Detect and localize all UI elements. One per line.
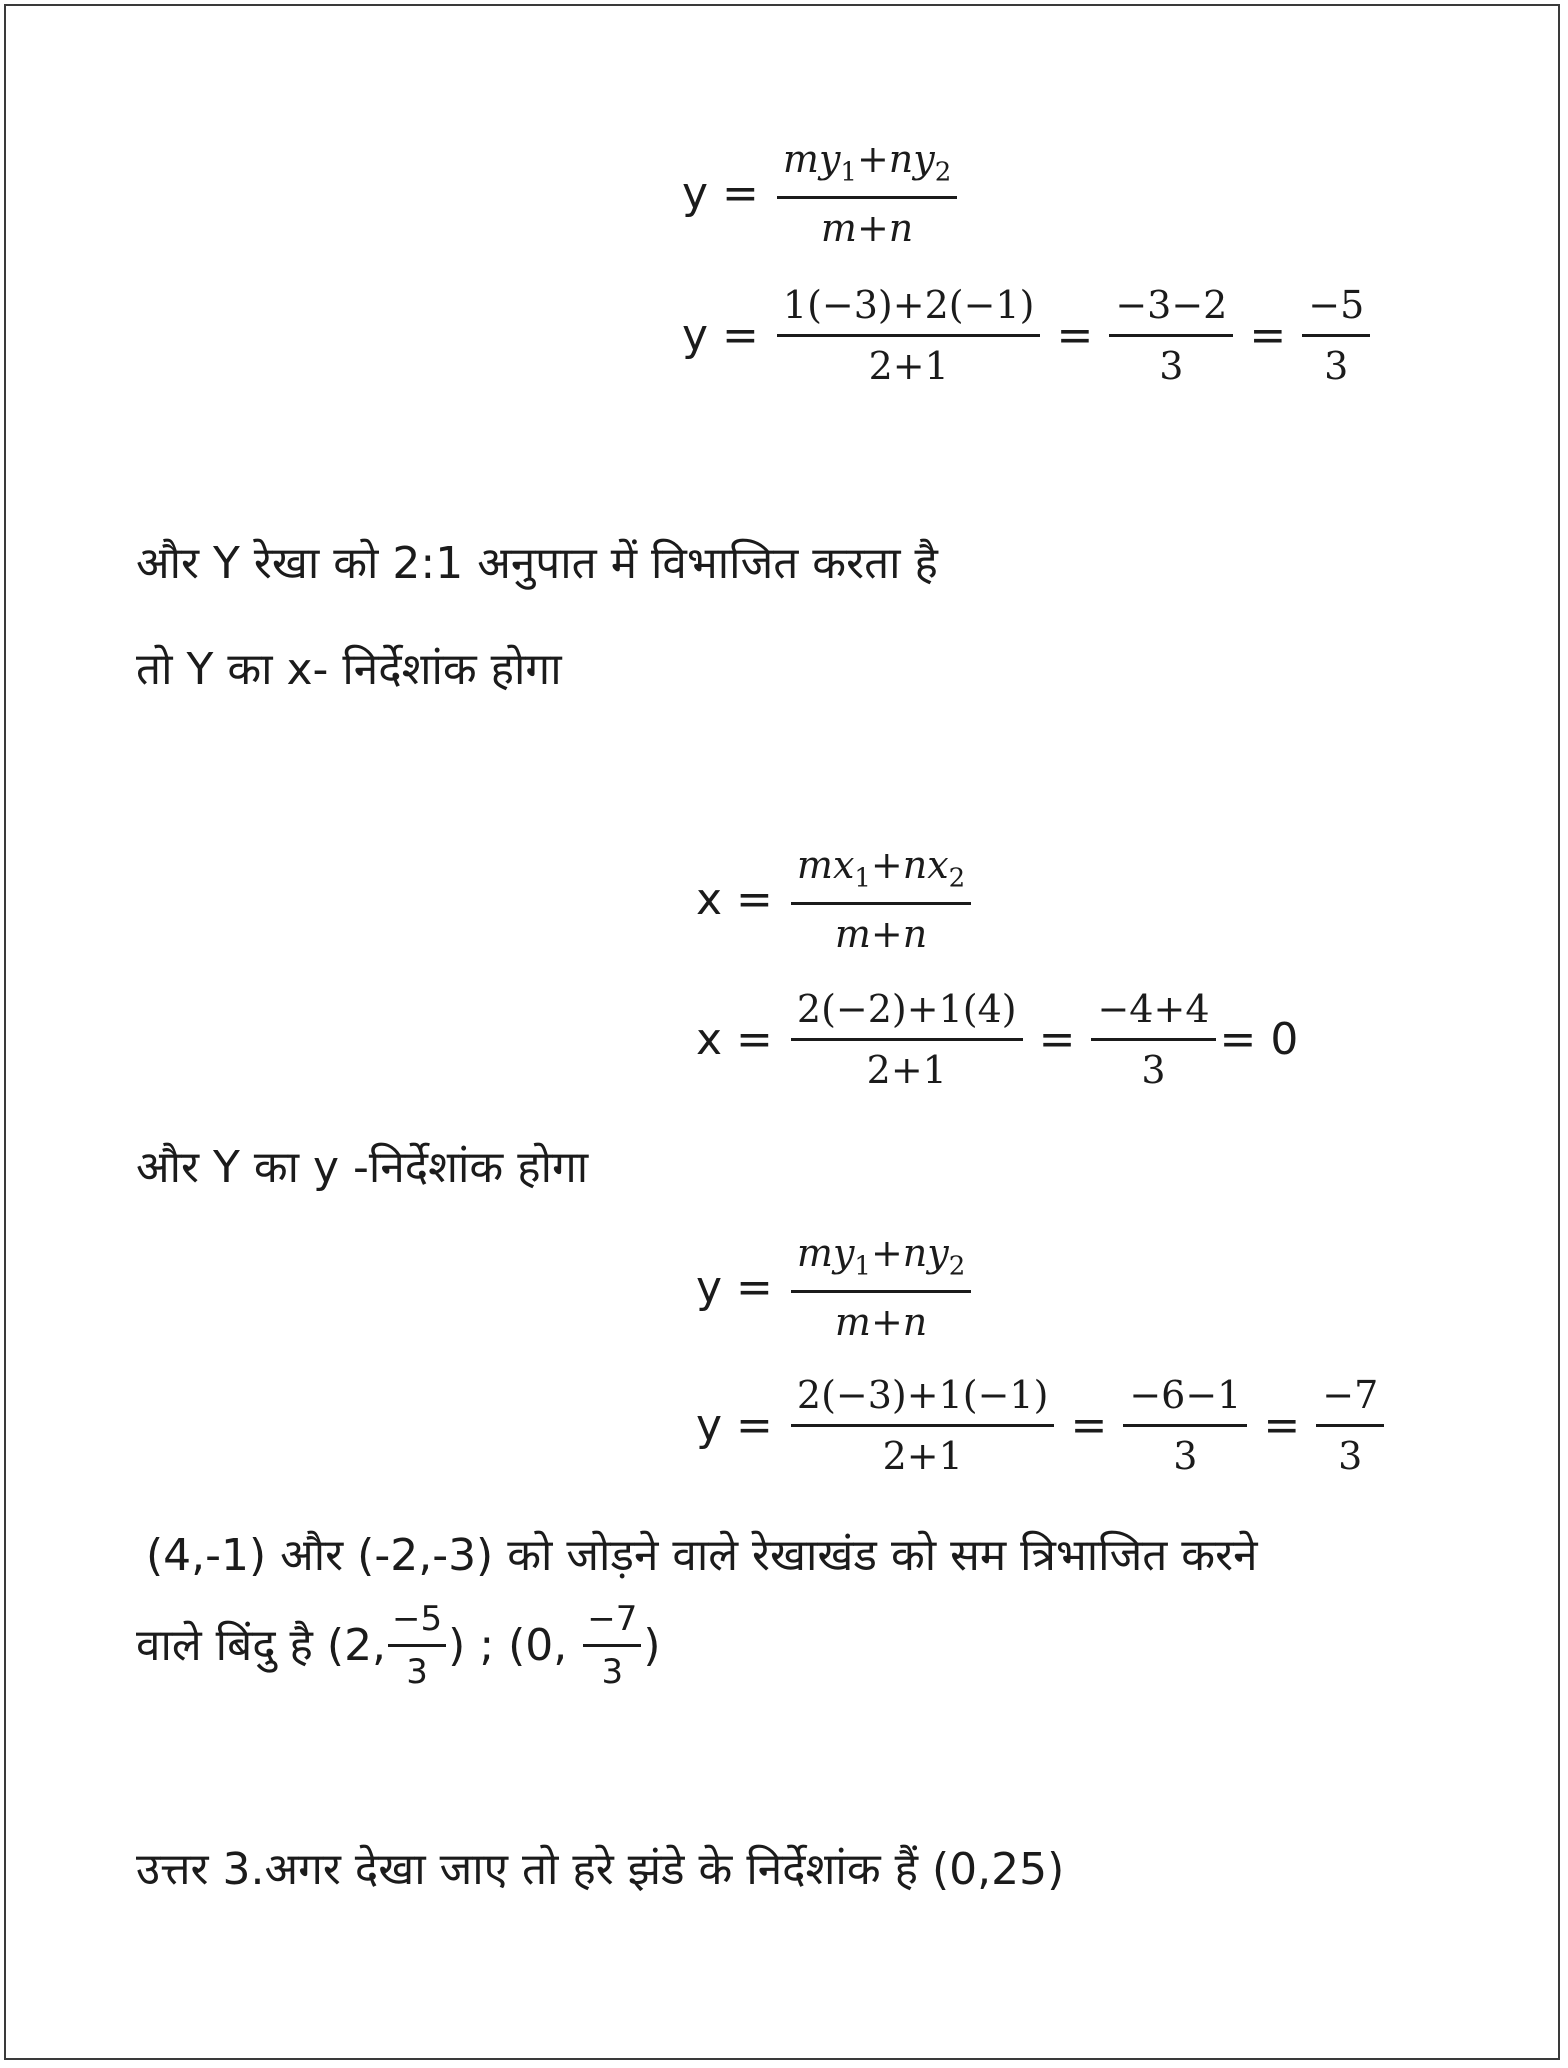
numerator: $my_1+ny_2$ [796, 1231, 966, 1282]
denominator: 3 [1091, 1038, 1215, 1089]
equation-y-substituted [682, 283, 1370, 388]
numerator: −3−2 [1115, 283, 1228, 327]
fraction [791, 843, 971, 956]
equation-x-substituted [696, 987, 1314, 1092]
fraction [1316, 1373, 1384, 1478]
fraction [1109, 283, 1233, 388]
text-line-1: और Y रेखा को 2:1 अनुपात में विभाजित करता है [136, 538, 938, 589]
numerator: $my_1+ny_2$ [782, 137, 952, 188]
fraction [1091, 987, 1215, 1092]
equation-y-formula [682, 137, 957, 250]
equals-sign: = [1056, 310, 1094, 361]
numerator: −7 [1322, 1373, 1379, 1417]
equation-lhs: y = [682, 310, 759, 361]
denominator: m+n [791, 1290, 971, 1341]
denominator: 3 [388, 1644, 446, 1689]
numerator: 2(−3)+1(−1) [796, 1373, 1049, 1417]
fraction [791, 1373, 1055, 1478]
fraction [777, 283, 1041, 388]
numerator: 2(−2)+1(4) [796, 987, 1017, 1031]
text-line-3: और Y का y -निर्देशांक होगा [136, 1142, 589, 1193]
denominator: 3 [1316, 1424, 1384, 1475]
denominator: 2+1 [791, 1424, 1055, 1475]
numerator: $mx_1+nx_2$ [796, 843, 966, 894]
denominator: 3 [1302, 334, 1370, 385]
equation-lhs: y = [682, 167, 759, 219]
equals-sign: = [1263, 1400, 1301, 1451]
fraction [791, 1231, 971, 1344]
fraction [1302, 283, 1370, 388]
line5-prefix: वाले बिंदु है (2, [136, 1619, 387, 1671]
equation-lhs: y = [696, 1400, 773, 1451]
equation-lhs: x = [696, 1014, 773, 1065]
equation-lhs: y = [696, 1261, 773, 1313]
text-line-2: तो Y का x- निर्देशांक होगा [136, 644, 562, 695]
text-line-5 [136, 1599, 661, 1692]
equals-sign: = [1070, 1400, 1108, 1451]
denominator: 3 [1109, 334, 1233, 385]
equals-sign: = [1038, 1014, 1076, 1065]
equals-zero: = 0 [1219, 1014, 1299, 1065]
denominator: 2+1 [791, 1038, 1023, 1089]
equation-y-formula-2 [696, 1231, 971, 1344]
denominator: 3 [583, 1644, 641, 1689]
numerator: −6−1 [1129, 1373, 1242, 1417]
numerator: −5 [1308, 283, 1365, 327]
fraction [791, 987, 1023, 1092]
inline-fraction [583, 1599, 641, 1692]
inline-fraction [388, 1599, 446, 1692]
equation-lhs: x = [696, 873, 773, 925]
text-line-6: उत्तर 3.अगर देखा जाए तो हरे झंडे के निर्देशांक हैं (0,25) [136, 1844, 1065, 1895]
line5-end: ) [643, 1619, 661, 1671]
document-page [4, 4, 1560, 2060]
denominator: m+n [791, 902, 971, 953]
denominator: 2+1 [777, 334, 1041, 385]
fraction [777, 137, 957, 250]
line5-mid: ) ; (0, [448, 1619, 582, 1671]
equals-sign: = [1249, 310, 1287, 361]
equation-x-formula [696, 843, 971, 956]
text-line-4: (4,-1) और (-2,-3) को जोड़ने वाले रेखाखंड को सम त्रिभाजित करने [146, 1530, 1258, 1581]
numerator: −5 [392, 1599, 443, 1639]
numerator: 1(−3)+2(−1) [782, 283, 1035, 327]
denominator: m+n [777, 196, 957, 247]
numerator: −7 [587, 1599, 638, 1639]
equation-y-substituted-2 [696, 1373, 1384, 1478]
denominator: 3 [1123, 1424, 1247, 1475]
numerator: −4+4 [1097, 987, 1210, 1031]
fraction [1123, 1373, 1247, 1478]
